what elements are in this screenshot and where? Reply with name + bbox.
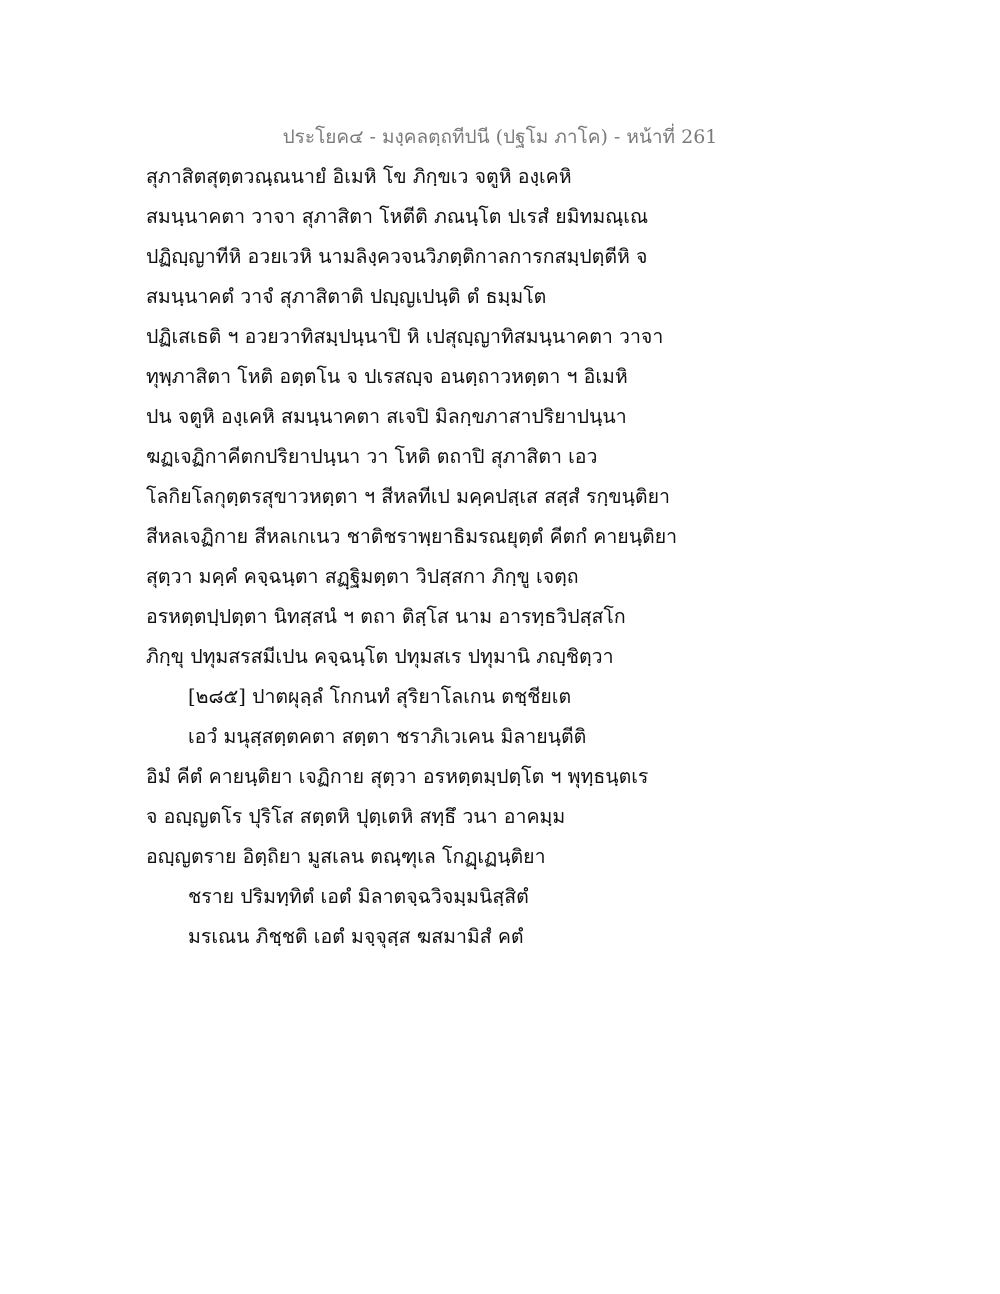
verse-line: เอวํ มนุสฺสตฺตคตา สตฺตา ชราภิเวเคน มิลายนฺตีติ [188, 725, 587, 748]
page-header: ประโยค๔ - มงฺคลตฺถทีปนี (ปฐโม ภาโค) - หน้าที่ 261 [282, 126, 718, 148]
verse-line: ชราย ปริมทฺทิตํ เอตํ มิลาตจฺฉวิจมฺมนิสฺสิตํ [188, 885, 529, 908]
text-line: ปฏิเสเธติ ฯ อวยวาทิสมฺปนฺนาปิ หิ เปสุญฺญาทิสมนฺนาคตา วาจา [146, 325, 664, 348]
text-line: จ อญฺญตโร ปุริโส สตฺตหิ ปุตฺเตหิ สทฺธึ วนา อาคมฺม [146, 805, 566, 828]
text-line: ภิกฺขุ ปทุมสรสมีเปน คจฺฉนฺโต ปทุมสเร ปทุมานิ ภญฺชิตฺวา [146, 645, 614, 668]
body-text [146, 157, 706, 957]
text-line: ทุพฺภาสิตา โหติ อตฺตโน จ ปเรสญฺจ อนตฺถาวหตฺตา ฯ อิเมหิ [146, 365, 628, 388]
text-line: สุตฺวา มคฺคํ คจฺฉนฺตา สฏฺฐิมตฺตา วิปสฺสกา ภิกฺขู เจตฺถ [146, 565, 579, 588]
text-line: อญฺญตราย อิตฺถิยา มูสเลน ตณฺฑุเล โกฏฺเฏนฺติยา [146, 845, 546, 868]
text-line: โลกิยโลกุตฺตรสุขาวหตฺตา ฯ สีหลทีเป มคฺคปสฺเส สสฺสํ รกฺขนฺติยา [146, 485, 670, 508]
text-line: อรหตฺตปฺปตฺตา นิทสฺสนํ ฯ ตถา ติสฺโส นาม อารทฺธวิปสฺสโก [146, 605, 626, 628]
verse-line: [๒๘๕] ปาตผุลฺลํ โกกนทํ สุริยาโลเกน ตชฺชียเต [188, 685, 572, 708]
text-line: สีหลเจฏิกาย สีหลเกเนว ชาติชราพฺยาธิมรณยุตฺตํ คีตกํ คายนฺติยา [146, 525, 678, 548]
text-line: สุภาสิตสุตฺตวณฺณนายํ อิเมหิ โข ภิกฺขเว จตูหิ องฺเคหิ [146, 165, 572, 188]
text-line: ปฏิญฺญาทีหิ อวยเวหิ นามลิงฺควจนวิภตฺติกาลการกสมฺปตฺตีหิ จ [146, 245, 648, 268]
text-line: ปน จตูหิ องฺเคหิ สมนฺนาคตา สเจปิ มิลกฺขภาสาปริยาปนฺนา [146, 405, 627, 428]
text-line: สมนฺนาคตา วาจา สุภาสิตา โหตีติ ภณนฺโต ปเรสํ ยมิทมณฺเณ [146, 205, 649, 228]
text-line: สมนฺนาคตํ วาจํ สุภาสิตาติ ปญฺญเปนฺติ ตํ ธมฺมโต [146, 285, 547, 308]
text-line: อิมํ คีตํ คายนฺติยา เจฏิกาย สุตฺวา อรหตฺตมฺปตฺโต ฯ พุทฺธนฺตเร [146, 765, 649, 788]
text-line: ฆฏเจฏิกาคีตกปริยาปนฺนา วา โหติ ตถาปิ สุภาสิตา เอว [146, 445, 598, 468]
verse-line: มรเณน ภิชฺชติ เอตํ มจฺจุสฺส ฆสมามิสํ คตํ [188, 925, 524, 948]
